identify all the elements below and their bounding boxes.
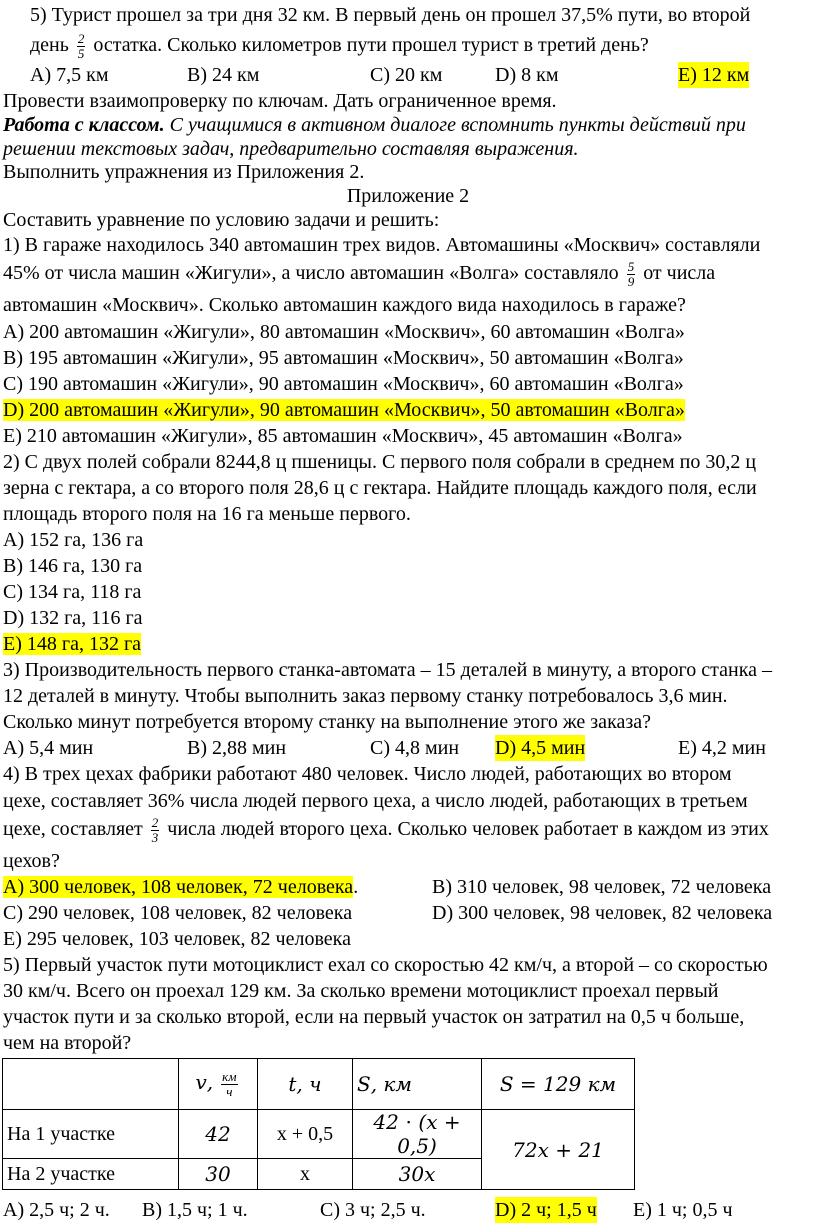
q5-option-b: В) 24 км bbox=[187, 64, 260, 86]
motion-table bbox=[2, 1058, 635, 1190]
unit-den: ч bbox=[226, 1083, 233, 1099]
p5-line4: чем на второй? bbox=[3, 1032, 132, 1054]
q5-option-a: А) 7,5 км bbox=[30, 64, 109, 86]
row2-label: На 2 участке bbox=[3, 1159, 179, 1190]
p5-line3: участок пути и за сколько второй, если на первый участок он затратил на 0,5 ч больше, bbox=[3, 1006, 745, 1028]
p5-option-d-correct: D) 2 ч; 1,5 ч bbox=[495, 1199, 597, 1221]
peer-check-text: Провести взаимопроверку по ключам. Дать ограниченное время. bbox=[3, 90, 557, 112]
p1-option-d-text: D) 200 автомашин «Жигули», 90 автомашин «Москвич», 50 автомашин «Волга» bbox=[3, 399, 685, 421]
p1-option-a: А) 200 автомашин «Жигули», 80 автомашин «Москвич», 60 автомашин «Волга» bbox=[3, 321, 685, 343]
appendix-title: Приложение 2 bbox=[346, 185, 470, 207]
p1-line2-post: от числа bbox=[643, 262, 716, 285]
p2-line2: зерна с гектара, а со второго поля 28,6 ц с гектара. Найдите площадь каждого поля, если bbox=[3, 477, 757, 499]
p4-line3-post: числа людей второго цеха. Сколько человек работает в каждом из этих bbox=[167, 818, 769, 841]
q5-text-line1: 5) Турист прошел за три дня 32 км. В первый день он прошел 37,5% пути, во второй bbox=[30, 4, 751, 26]
q5-text-line2 bbox=[30, 32, 649, 61]
p3-line1: 3) Производительность первого станка-автомата – 15 деталей в минуту, а второго станка – bbox=[3, 659, 772, 681]
frac-den: 5 bbox=[77, 46, 85, 61]
p2-option-b: В) 146 га, 130 га bbox=[3, 555, 143, 577]
q5-text-line2-post: остатка. Сколько километров пути прошел турист в третий день? bbox=[93, 34, 649, 57]
table-header-empty bbox=[3, 1059, 179, 1110]
row1-label: На 1 участке bbox=[3, 1110, 179, 1159]
unit-num: км bbox=[222, 1068, 237, 1084]
p1-line2 bbox=[3, 260, 715, 289]
p4-option-b: В) 310 человек, 98 человек, 72 человека bbox=[432, 876, 772, 898]
frac-den: 9 bbox=[627, 274, 635, 289]
table-header-velocity bbox=[179, 1059, 258, 1110]
p2-line1: 2) С двух полей собрали 8244,8 ц пшеницы. С первого поля собрали в среднем по 30,2 ц bbox=[3, 451, 757, 473]
p4-line1: 4) В трех цехах фабрики работают 480 человек. Число людей, работающих во втором bbox=[3, 763, 732, 785]
velocity-symbol: 𝑣, bbox=[195, 1069, 214, 1094]
fraction-2-5 bbox=[77, 32, 86, 61]
p3-option-a: А) 5,4 мин bbox=[3, 737, 94, 759]
p4-option-a-correct: А) 300 человек, 108 человек, 72 человека. bbox=[3, 876, 359, 898]
p1-option-b: В) 195 автомашин «Жигули», 95 автомашин «Москвич», 50 автомашин «Волга» bbox=[3, 347, 684, 369]
p4-option-c: С) 290 человек, 108 человек, 82 человека bbox=[3, 902, 353, 924]
p2-option-a: А) 152 га, 136 га bbox=[3, 529, 144, 551]
p2-line3: площадь второго поля на 16 га меньше первого. bbox=[3, 503, 411, 525]
q5-text-line2-pre: день bbox=[30, 34, 69, 57]
table-header-distance: 𝑆, км bbox=[353, 1059, 482, 1110]
p1-line1: 1) В гараже находилось 340 автомашин трех видов. Автомашины «Москвич» составляли bbox=[3, 234, 761, 256]
p5-option-e: Е) 1 ч; 0,5 ч bbox=[633, 1199, 733, 1221]
p4-line4: цехов? bbox=[3, 850, 60, 872]
p2-option-e-text: Е) 148 га, 132 га bbox=[3, 633, 142, 655]
p3-line2: 12 деталей в минуту. Чтобы выполнить заказ первому станку потребовалось 3,6 мин. bbox=[3, 685, 728, 707]
row2-velocity: 30 bbox=[179, 1159, 258, 1190]
merged-total-expression: 72𝑥 + 21 bbox=[482, 1110, 635, 1190]
frac-num: 2 bbox=[151, 815, 159, 830]
p5-line2: 30 км/ч. Всего он проехал 129 км. За сколько времени мотоциклист проехал первый bbox=[3, 980, 719, 1002]
row1-distance: 42 ⋅ (𝑥 + 0,5) bbox=[353, 1110, 482, 1159]
frac-num: 5 bbox=[627, 259, 635, 274]
p1-option-e: Е) 210 автомашин «Жигули», 85 автомашин «Москвич», 45 автомашин «Волга» bbox=[3, 425, 683, 447]
p4-option-a-text: А) 300 человек, 108 человек, 72 человека bbox=[3, 876, 354, 898]
class-work-text1: С учащимися в активном диалоге вспомнить пункты действий при bbox=[169, 114, 746, 136]
fraction-2-3 bbox=[151, 816, 160, 845]
class-work-line1 bbox=[3, 112, 746, 138]
q5-option-c: С) 20 км bbox=[370, 64, 443, 86]
p4-line3-pre: цехе, составляет bbox=[3, 818, 143, 841]
p3-option-b: В) 2,88 мин bbox=[187, 737, 287, 759]
p5-option-a: А) 2,5 ч; 2 ч. bbox=[3, 1199, 110, 1221]
p2-option-e-correct bbox=[3, 631, 141, 657]
row1-time: x + 0,5 bbox=[258, 1110, 353, 1159]
p5-line1: 5) Первый участок пути мотоциклист ехал со скоростью 42 км/ч, а второй – со скоростью bbox=[3, 954, 768, 976]
p5-option-b: В) 1,5 ч; 1 ч. bbox=[142, 1199, 248, 1221]
p1-option-c: С) 190 автомашин «Жигули», 90 автомашин «Москвич», 60 автомашин «Волга» bbox=[3, 373, 684, 395]
table-header-row bbox=[3, 1059, 635, 1110]
unit-km-per-h bbox=[221, 1070, 237, 1099]
table-header-total: 𝑆 = 129 км bbox=[482, 1059, 635, 1110]
p1-line2-pre: 45% от числа машин «Жигули», а число автомашин «Волга» составляло bbox=[3, 262, 619, 285]
p3-line3: Сколько минут потребуется второму станку на выполнение этого же заказа? bbox=[3, 711, 652, 733]
p4-line3 bbox=[3, 816, 769, 845]
frac-num: 2 bbox=[77, 31, 85, 46]
p1-option-d-correct bbox=[3, 397, 685, 423]
task-intro: Составить уравнение по условию задачи и решить: bbox=[3, 209, 440, 231]
exercise-line: Выполнить упражнения из Приложения 2. bbox=[3, 161, 365, 183]
table-row bbox=[3, 1110, 635, 1159]
row2-time: x bbox=[258, 1159, 353, 1190]
table-header-time: 𝑡, ч bbox=[258, 1059, 353, 1110]
p3-option-d-correct: D) 4,5 мин bbox=[495, 737, 586, 759]
class-work-line2: решении текстовых задач, предварительно составляя выражения. bbox=[3, 138, 579, 160]
p4-line2: цехе, составляет 36% числа людей первого цеха, а число людей, работающих в третьем bbox=[3, 790, 748, 812]
p2-option-c: С) 134 га, 118 га bbox=[3, 581, 142, 603]
class-work-label: Работа с классом. bbox=[3, 114, 165, 136]
row1-velocity: 42 bbox=[179, 1110, 258, 1159]
p5-option-c: С) 3 ч; 2,5 ч. bbox=[320, 1199, 426, 1221]
p1-line3: автомашин «Москвич». Сколько автомашин каждого вида находилось в гараже? bbox=[3, 294, 686, 316]
frac-den: 3 bbox=[151, 830, 159, 845]
q5-option-e-correct: Е) 12 км bbox=[678, 64, 750, 86]
row2-distance: 30𝑥 bbox=[353, 1159, 482, 1190]
p4-option-e: Е) 295 человек, 103 человек, 82 человека bbox=[3, 928, 351, 950]
p2-option-d: D) 132 га, 116 га bbox=[3, 607, 143, 629]
p4-option-d: D) 300 человек, 98 человек, 82 человека bbox=[432, 902, 773, 924]
p3-option-e: Е) 4,2 мин bbox=[678, 737, 766, 759]
fraction-5-9 bbox=[627, 260, 636, 289]
p3-option-c: С) 4,8 мин bbox=[370, 737, 460, 759]
q5-option-d: D) 8 км bbox=[495, 64, 559, 86]
